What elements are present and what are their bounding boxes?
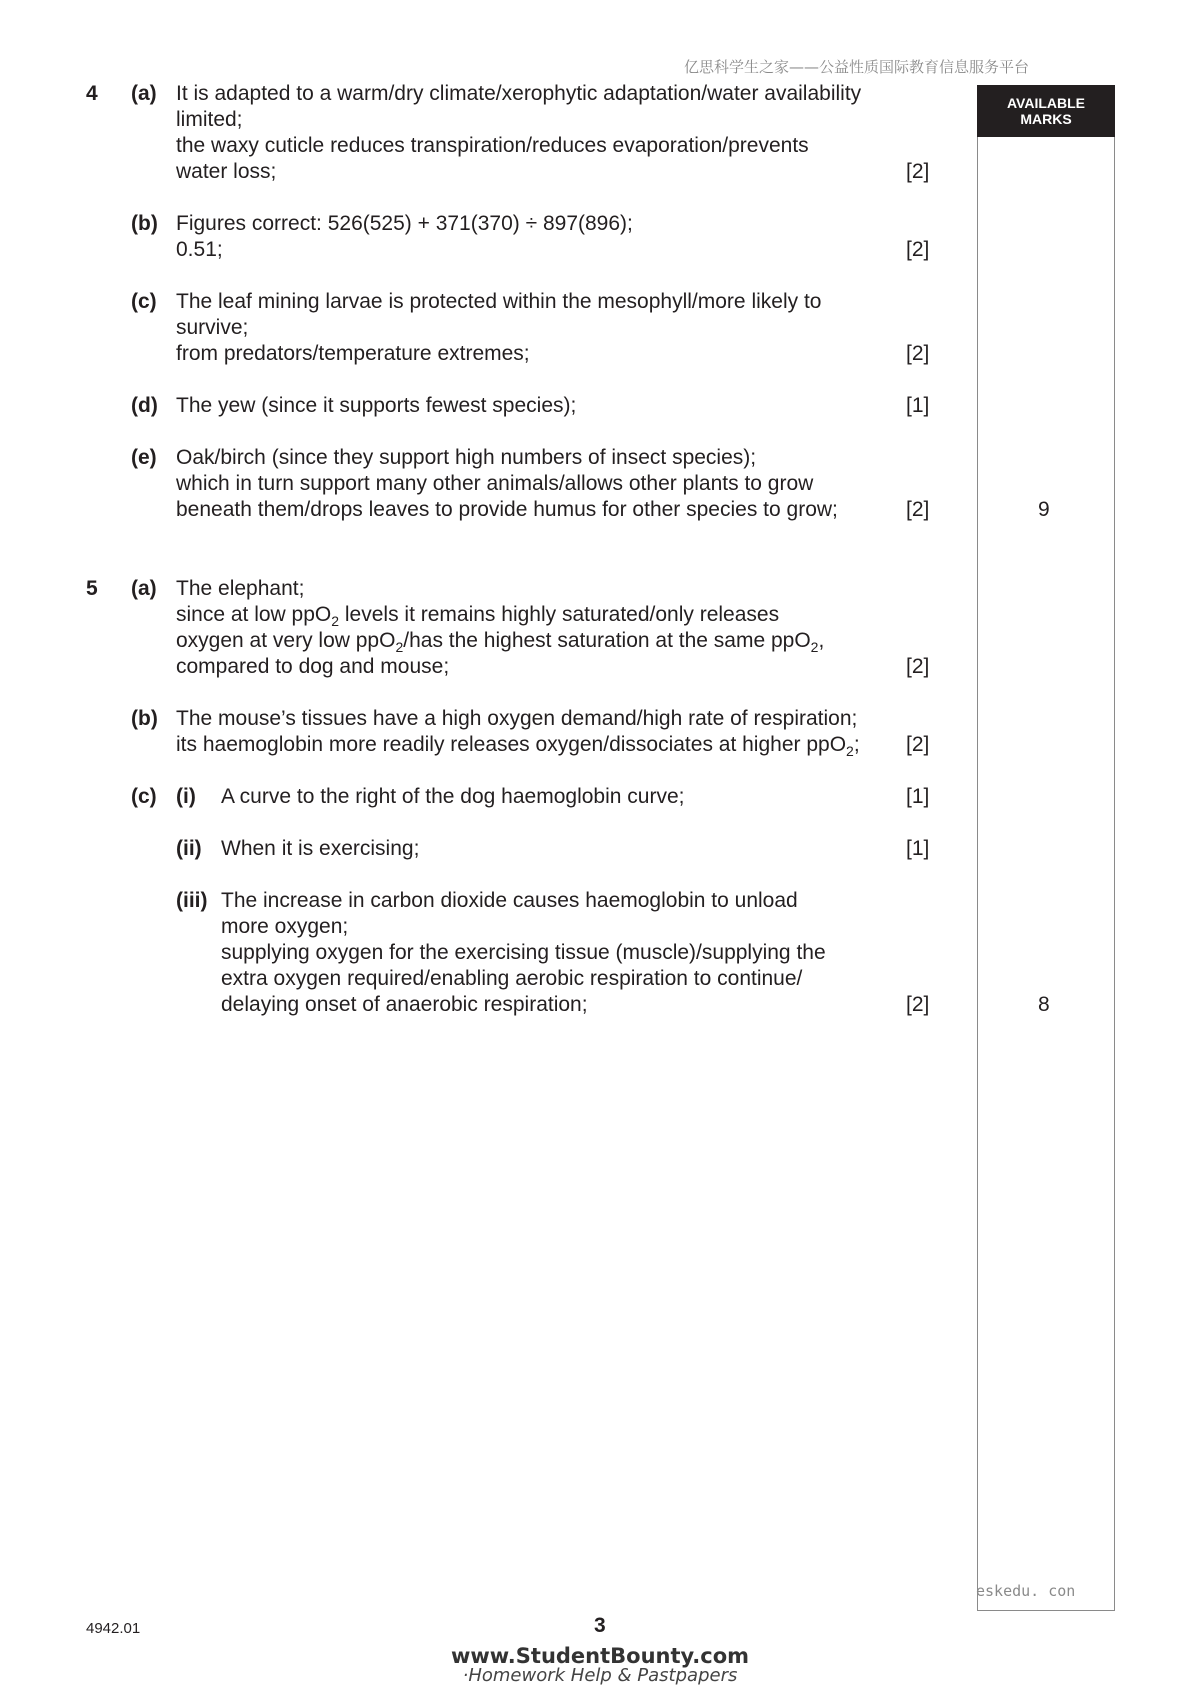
q5ciii-label: (iii): [176, 889, 208, 912]
q5ciii-line: more oxygen;: [221, 915, 349, 938]
available-marks-column: [977, 85, 1115, 1611]
q5ciii-line: extra oxygen required/enabling aerobic respiration to continue/: [221, 967, 803, 990]
page-number: 3: [594, 1614, 606, 1637]
logo-url: www.StudentBounty.com: [450, 1644, 750, 1668]
q4d-marks: [1]: [906, 394, 930, 417]
q5a-line: [176, 628, 824, 654]
q4e-line: beneath them/drops leaves to provide humus for other species to grow;: [176, 498, 838, 521]
q5ciii-marks: [2]: [906, 993, 930, 1016]
question-5-number: 5: [86, 577, 98, 600]
q4c-line: The leaf mining larvae is protected within the mesophyll/more likely to: [176, 290, 822, 313]
q5ci-marks: [1]: [906, 785, 930, 808]
q4e-marks: [2]: [906, 498, 930, 521]
logo-tagline: ·Homework Help & Pastpapers: [462, 1665, 738, 1686]
q5a-line: compared to dog and mouse;: [176, 655, 450, 678]
q5a-line3-post: ,: [818, 629, 825, 652]
q5b-line2-pre: its haemoglobin more readily releases oxygen/dissociates at higher ppO: [176, 733, 847, 756]
q4a-line: water loss;: [176, 160, 277, 183]
q4b-line: 0.51;: [176, 238, 223, 261]
q5cii-marks: [1]: [906, 837, 930, 860]
q5a-line3-sub2: 2: [810, 639, 819, 655]
q5ci-label: (i): [176, 785, 196, 808]
q4a-line: It is adapted to a warm/dry climate/xerophytic adaptation/water availability: [176, 82, 862, 105]
q5cii-text: When it is exercising;: [221, 837, 420, 860]
q4b-marks: [2]: [906, 238, 930, 261]
marks-header-line2: MARKS: [1020, 111, 1072, 127]
q4a-marks: [2]: [906, 160, 930, 183]
q5c-label: (c): [131, 785, 157, 808]
q4d-line: The yew (since it supports fewest species);: [176, 394, 577, 417]
q4c-label: (c): [131, 290, 157, 313]
q4a-line: limited;: [176, 108, 243, 131]
q5b-line2-post: ;: [853, 733, 860, 756]
q4e-line: which in turn support many other animals/allows other plants to grow: [176, 472, 814, 495]
q5a-line3-mid: /has the highest saturation at the same ppO: [403, 629, 811, 652]
header-watermark: 亿思科学生之家——公益性质国际教育信息服务平台: [684, 58, 1030, 76]
available-marks-header: [977, 85, 1115, 137]
q5ci-text: A curve to the right of the dog haemoglobin curve;: [221, 785, 685, 808]
q4a-label: (a): [131, 82, 157, 105]
q5a-line2-pre: since at low ppO: [176, 603, 332, 626]
q5a-label: (a): [131, 577, 157, 600]
studentbounty-logo[interactable]: [440, 1646, 760, 1686]
q4b-label: (b): [131, 212, 158, 235]
q5a-line2-post: levels it remains highly saturated/only releases: [339, 603, 780, 626]
footer-watermark: eskedu. con: [976, 1582, 1076, 1600]
q4a-line: the waxy cuticle reduces transpiration/reduces evaporation/prevents: [176, 134, 809, 157]
q4c-line: from predators/temperature extremes;: [176, 342, 530, 365]
q5a-line: The elephant;: [176, 577, 305, 600]
q4b-line: Figures correct: 526(525) + 371(370) ÷ 897(896);: [176, 212, 633, 235]
q5a-line3-sub: 2: [395, 639, 404, 655]
q4-total-marks: 9: [1038, 498, 1050, 521]
paper-code: 4942.01: [86, 1620, 141, 1637]
q4c-marks: [2]: [906, 342, 930, 365]
q5-total-marks: 8: [1038, 993, 1050, 1016]
q5b-label: (b): [131, 707, 158, 730]
q4e-line: Oak/birch (since they support high numbers of insect species);: [176, 446, 757, 469]
q5b-line: The mouse’s tissues have a high oxygen demand/high rate of respiration;: [176, 707, 858, 730]
q5a-line: [176, 602, 779, 628]
q5b-marks: [2]: [906, 733, 930, 756]
q5a-line3-pre: oxygen at very low ppO: [176, 629, 396, 652]
q5cii-label: (ii): [176, 837, 202, 860]
q5ciii-line: delaying onset of anaerobic respiration;: [221, 993, 588, 1016]
q4c-line: survive;: [176, 316, 249, 339]
question-4-number: 4: [86, 82, 98, 105]
q5ciii-line: supplying oxygen for the exercising tissue (muscle)/supplying the: [221, 941, 826, 964]
marks-header-line1: AVAILABLE: [1006, 95, 1086, 111]
q4e-label: (e): [131, 446, 157, 469]
q5b-line: [176, 732, 860, 758]
q5a-marks: [2]: [906, 655, 930, 678]
q4d-label: (d): [131, 394, 158, 417]
q5ciii-line: The increase in carbon dioxide causes haemoglobin to unload: [221, 889, 798, 912]
q5b-line2-sub: 2: [846, 743, 854, 759]
q5a-line2-sub: 2: [331, 613, 340, 629]
